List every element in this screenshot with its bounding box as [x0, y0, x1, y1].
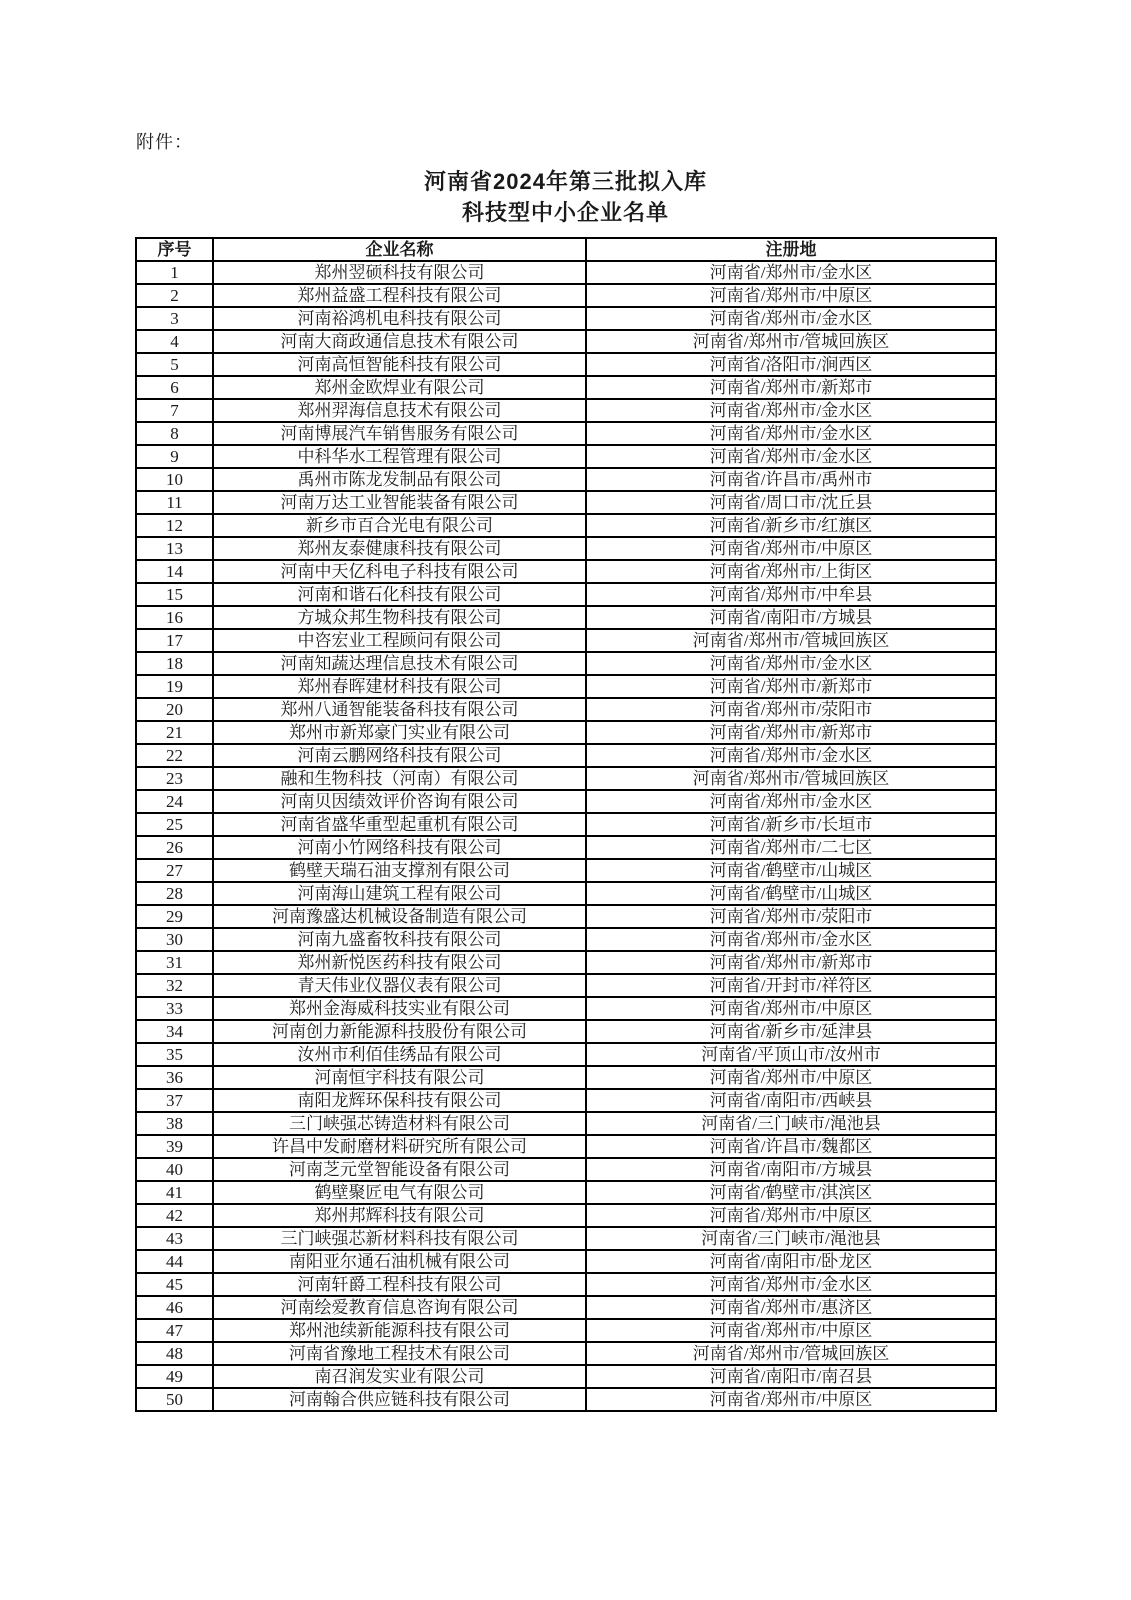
row-index: 30: [136, 928, 213, 951]
table-row: [136, 859, 996, 882]
table-row: [136, 744, 996, 767]
company-name-cell: 方城众邦生物科技有限公司: [213, 606, 586, 629]
row-index: 41: [136, 1181, 213, 1204]
table-row: [136, 1089, 996, 1112]
company-table: [135, 237, 997, 1412]
registration-place-cell: 河南省/郑州市/金水区: [586, 261, 996, 284]
company-name-cell: 郑州八通智能装备科技有限公司: [213, 698, 586, 721]
company-name-cell: 河南翰合供应链科技有限公司: [213, 1388, 586, 1411]
table-row: [136, 1296, 996, 1319]
company-name-cell: 三门峡强芯新材料科技有限公司: [213, 1227, 586, 1250]
table-row: [136, 1365, 996, 1388]
table-row: [136, 606, 996, 629]
registration-place-cell: 河南省/郑州市/中原区: [586, 1066, 996, 1089]
registration-place-cell: 河南省/许昌市/禹州市: [586, 468, 996, 491]
table-row: [136, 652, 996, 675]
company-name-cell: 郑州市新郑豪门实业有限公司: [213, 721, 586, 744]
table-row: [136, 1342, 996, 1365]
table-row: [136, 491, 996, 514]
table-row: [136, 1388, 996, 1411]
row-index: 50: [136, 1388, 213, 1411]
row-index: 42: [136, 1204, 213, 1227]
column-header-company-name: 企业名称: [213, 238, 586, 261]
registration-place-cell: 河南省/鹤壁市/淇滨区: [586, 1181, 996, 1204]
registration-place-cell: 河南省/郑州市/新郑市: [586, 721, 996, 744]
registration-place-cell: 河南省/郑州市/二七区: [586, 836, 996, 859]
row-index: 14: [136, 560, 213, 583]
row-index: 5: [136, 353, 213, 376]
table-row: [136, 951, 996, 974]
company-name-cell: 河南豫盛达机械设备制造有限公司: [213, 905, 586, 928]
table-row: [136, 905, 996, 928]
company-name-cell: 南阳龙辉环保科技有限公司: [213, 1089, 586, 1112]
company-name-cell: 郑州友泰健康科技有限公司: [213, 537, 586, 560]
company-name-cell: 河南九盛畜牧科技有限公司: [213, 928, 586, 951]
table-row: [136, 813, 996, 836]
company-name-cell: 郑州金欧焊业有限公司: [213, 376, 586, 399]
company-name-cell: 河南博展汽车销售服务有限公司: [213, 422, 586, 445]
registration-place-cell: 河南省/郑州市/中牟县: [586, 583, 996, 606]
company-name-cell: 河南芝元堂智能设备有限公司: [213, 1158, 586, 1181]
registration-place-cell: 河南省/三门峡市/渑池县: [586, 1227, 996, 1250]
registration-place-cell: 河南省/新乡市/红旗区: [586, 514, 996, 537]
registration-place-cell: 河南省/郑州市/金水区: [586, 307, 996, 330]
registration-place-cell: 河南省/郑州市/管城回族区: [586, 330, 996, 353]
registration-place-cell: 河南省/郑州市/中原区: [586, 1388, 996, 1411]
row-index: 24: [136, 790, 213, 813]
registration-place-cell: 河南省/郑州市/金水区: [586, 1273, 996, 1296]
row-index: 2: [136, 284, 213, 307]
registration-place-cell: 河南省/郑州市/新郑市: [586, 675, 996, 698]
registration-place-cell: 河南省/郑州市/金水区: [586, 445, 996, 468]
registration-place-cell: 河南省/郑州市/荥阳市: [586, 698, 996, 721]
company-name-cell: 河南省盛华重型起重机有限公司: [213, 813, 586, 836]
company-name-cell: 郑州邦辉科技有限公司: [213, 1204, 586, 1227]
table-row: [136, 1135, 996, 1158]
company-name-cell: 郑州羿海信息技术有限公司: [213, 399, 586, 422]
table-row: [136, 721, 996, 744]
table-row: [136, 1158, 996, 1181]
company-name-cell: 河南和谐石化科技有限公司: [213, 583, 586, 606]
row-index: 29: [136, 905, 213, 928]
company-name-cell: 郑州翌硕科技有限公司: [213, 261, 586, 284]
registration-place-cell: 河南省/郑州市/金水区: [586, 422, 996, 445]
row-index: 26: [136, 836, 213, 859]
row-index: 8: [136, 422, 213, 445]
table-row: [136, 1250, 996, 1273]
table-row: [136, 1043, 996, 1066]
company-name-cell: 河南绘爱教育信息咨询有限公司: [213, 1296, 586, 1319]
company-name-cell: 南阳亚尔通石油机械有限公司: [213, 1250, 586, 1273]
company-name-cell: 鹤壁聚匠电气有限公司: [213, 1181, 586, 1204]
table-row: [136, 1319, 996, 1342]
row-index: 10: [136, 468, 213, 491]
registration-place-cell: 河南省/郑州市/荥阳市: [586, 905, 996, 928]
registration-place-cell: 河南省/周口市/沈丘县: [586, 491, 996, 514]
registration-place-cell: 河南省/郑州市/惠济区: [586, 1296, 996, 1319]
row-index: 4: [136, 330, 213, 353]
row-index: 39: [136, 1135, 213, 1158]
document-title: [0, 166, 1131, 228]
registration-place-cell: 河南省/郑州市/金水区: [586, 652, 996, 675]
company-name-cell: 郑州新悦医药科技有限公司: [213, 951, 586, 974]
registration-place-cell: 河南省/鹤壁市/山城区: [586, 882, 996, 905]
row-index: 6: [136, 376, 213, 399]
row-index: 35: [136, 1043, 213, 1066]
row-index: 3: [136, 307, 213, 330]
table-row: [136, 767, 996, 790]
registration-place-cell: 河南省/南阳市/南召县: [586, 1365, 996, 1388]
table-row: [136, 1112, 996, 1135]
company-name-cell: 河南省豫地工程技术有限公司: [213, 1342, 586, 1365]
registration-place-cell: 河南省/郑州市/新郑市: [586, 376, 996, 399]
row-index: 22: [136, 744, 213, 767]
column-header-registration-place: 注册地: [586, 238, 996, 261]
row-index: 1: [136, 261, 213, 284]
row-index: 37: [136, 1089, 213, 1112]
registration-place-cell: 河南省/郑州市/管城回族区: [586, 629, 996, 652]
table-row: [136, 307, 996, 330]
table-row: [136, 928, 996, 951]
row-index: 33: [136, 997, 213, 1020]
row-index: 31: [136, 951, 213, 974]
registration-place-cell: 河南省/郑州市/中原区: [586, 284, 996, 307]
row-index: 7: [136, 399, 213, 422]
table-row: [136, 376, 996, 399]
company-name-cell: 河南创力新能源科技股份有限公司: [213, 1020, 586, 1043]
registration-place-cell: 河南省/郑州市/金水区: [586, 790, 996, 813]
registration-place-cell: 河南省/南阳市/方城县: [586, 1158, 996, 1181]
registration-place-cell: 河南省/南阳市/西峡县: [586, 1089, 996, 1112]
company-name-cell: 三门峡强芯铸造材料有限公司: [213, 1112, 586, 1135]
registration-place-cell: 河南省/新乡市/长垣市: [586, 813, 996, 836]
company-name-cell: 郑州益盛工程科技有限公司: [213, 284, 586, 307]
row-index: 20: [136, 698, 213, 721]
company-name-cell: 河南轩爵工程科技有限公司: [213, 1273, 586, 1296]
registration-place-cell: 河南省/洛阳市/涧西区: [586, 353, 996, 376]
registration-place-cell: 河南省/郑州市/金水区: [586, 744, 996, 767]
table-row: [136, 284, 996, 307]
row-index: 27: [136, 859, 213, 882]
row-index: 34: [136, 1020, 213, 1043]
company-name-cell: 郑州金海威科技实业有限公司: [213, 997, 586, 1020]
row-index: 38: [136, 1112, 213, 1135]
row-index: 11: [136, 491, 213, 514]
row-index: 25: [136, 813, 213, 836]
row-index: 44: [136, 1250, 213, 1273]
table-row: [136, 261, 996, 284]
company-name-cell: 河南知蔬达理信息技术有限公司: [213, 652, 586, 675]
row-index: 13: [136, 537, 213, 560]
row-index: 45: [136, 1273, 213, 1296]
row-index: 46: [136, 1296, 213, 1319]
table-row: [136, 514, 996, 537]
table-body: [136, 261, 996, 1411]
table-row: [136, 468, 996, 491]
table-row: [136, 583, 996, 606]
company-name-cell: 河南大商政通信息技术有限公司: [213, 330, 586, 353]
company-name-cell: 河南万达工业智能装备有限公司: [213, 491, 586, 514]
title-line-1: 河南省2024年第三批拟入库: [424, 169, 707, 194]
registration-place-cell: 河南省/郑州市/金水区: [586, 399, 996, 422]
table-row: [136, 1020, 996, 1043]
company-name-cell: 青天伟业仪器仪表有限公司: [213, 974, 586, 997]
column-header-index: 序号: [136, 238, 213, 261]
row-index: 36: [136, 1066, 213, 1089]
attachment-label: 附件：: [136, 132, 193, 152]
row-index: 15: [136, 583, 213, 606]
row-index: 9: [136, 445, 213, 468]
company-name-cell: 郑州春晖建材科技有限公司: [213, 675, 586, 698]
table-row: [136, 882, 996, 905]
table-row: [136, 1066, 996, 1089]
company-name-cell: 河南裕鸿机电科技有限公司: [213, 307, 586, 330]
registration-place-cell: 河南省/开封市/祥符区: [586, 974, 996, 997]
registration-place-cell: 河南省/郑州市/中原区: [586, 1204, 996, 1227]
table-row: [136, 997, 996, 1020]
table-row: [136, 445, 996, 468]
table-row: [136, 1181, 996, 1204]
table-row: [136, 422, 996, 445]
table-row: [136, 399, 996, 422]
registration-place-cell: 河南省/三门峡市/渑池县: [586, 1112, 996, 1135]
registration-place-cell: 河南省/郑州市/新郑市: [586, 951, 996, 974]
row-index: 21: [136, 721, 213, 744]
company-name-cell: 新乡市百合光电有限公司: [213, 514, 586, 537]
company-name-cell: 汝州市利佰佳绣品有限公司: [213, 1043, 586, 1066]
row-index: 17: [136, 629, 213, 652]
registration-place-cell: 河南省/郑州市/上街区: [586, 560, 996, 583]
registration-place-cell: 河南省/南阳市/卧龙区: [586, 1250, 996, 1273]
table-row: [136, 537, 996, 560]
row-index: 28: [136, 882, 213, 905]
row-index: 48: [136, 1342, 213, 1365]
registration-place-cell: 河南省/平顶山市/汝州市: [586, 1043, 996, 1066]
registration-place-cell: 河南省/郑州市/中原区: [586, 997, 996, 1020]
company-name-cell: 河南高恒智能科技有限公司: [213, 353, 586, 376]
title-line-2: 科技型中小企业名单: [461, 200, 669, 225]
table-row: [136, 330, 996, 353]
registration-place-cell: 河南省/郑州市/管城回族区: [586, 1342, 996, 1365]
company-name-cell: 中科华水工程管理有限公司: [213, 445, 586, 468]
table-row: [136, 836, 996, 859]
row-index: 32: [136, 974, 213, 997]
registration-place-cell: 河南省/郑州市/金水区: [586, 928, 996, 951]
row-index: 16: [136, 606, 213, 629]
company-name-cell: 南召润发实业有限公司: [213, 1365, 586, 1388]
row-index: 43: [136, 1227, 213, 1250]
registration-place-cell: 河南省/新乡市/延津县: [586, 1020, 996, 1043]
row-index: 19: [136, 675, 213, 698]
table-row: [136, 974, 996, 997]
row-index: 12: [136, 514, 213, 537]
registration-place-cell: 河南省/南阳市/方城县: [586, 606, 996, 629]
table-row: [136, 629, 996, 652]
registration-place-cell: 河南省/郑州市/管城回族区: [586, 767, 996, 790]
company-name-cell: 河南贝因绩效评价咨询有限公司: [213, 790, 586, 813]
registration-place-cell: 河南省/鹤壁市/山城区: [586, 859, 996, 882]
table-row: [136, 353, 996, 376]
row-index: 47: [136, 1319, 213, 1342]
company-name-cell: 禹州市陈龙发制品有限公司: [213, 468, 586, 491]
company-name-cell: 郑州池续新能源科技有限公司: [213, 1319, 586, 1342]
row-index: 40: [136, 1158, 213, 1181]
company-name-cell: 河南恒宇科技有限公司: [213, 1066, 586, 1089]
table-row: [136, 560, 996, 583]
company-name-cell: 河南中天亿科电子科技有限公司: [213, 560, 586, 583]
company-name-cell: 鹤壁天瑞石油支撑剂有限公司: [213, 859, 586, 882]
table-row: [136, 1273, 996, 1296]
table-row: [136, 675, 996, 698]
row-index: 49: [136, 1365, 213, 1388]
registration-place-cell: 河南省/郑州市/中原区: [586, 1319, 996, 1342]
company-name-cell: 河南小竹网络科技有限公司: [213, 836, 586, 859]
company-name-cell: 融和生物科技（河南）有限公司: [213, 767, 586, 790]
table-row: [136, 1227, 996, 1250]
table-row: [136, 1204, 996, 1227]
registration-place-cell: 河南省/郑州市/中原区: [586, 537, 996, 560]
table-row: [136, 698, 996, 721]
registration-place-cell: 河南省/许昌市/魏都区: [586, 1135, 996, 1158]
table-header-row: [136, 238, 996, 261]
company-name-cell: 中咨宏业工程顾问有限公司: [213, 629, 586, 652]
company-name-cell: 河南云鹏网络科技有限公司: [213, 744, 586, 767]
row-index: 18: [136, 652, 213, 675]
company-name-cell: 河南海山建筑工程有限公司: [213, 882, 586, 905]
table-row: [136, 790, 996, 813]
company-name-cell: 许昌中发耐磨材料研究所有限公司: [213, 1135, 586, 1158]
row-index: 23: [136, 767, 213, 790]
